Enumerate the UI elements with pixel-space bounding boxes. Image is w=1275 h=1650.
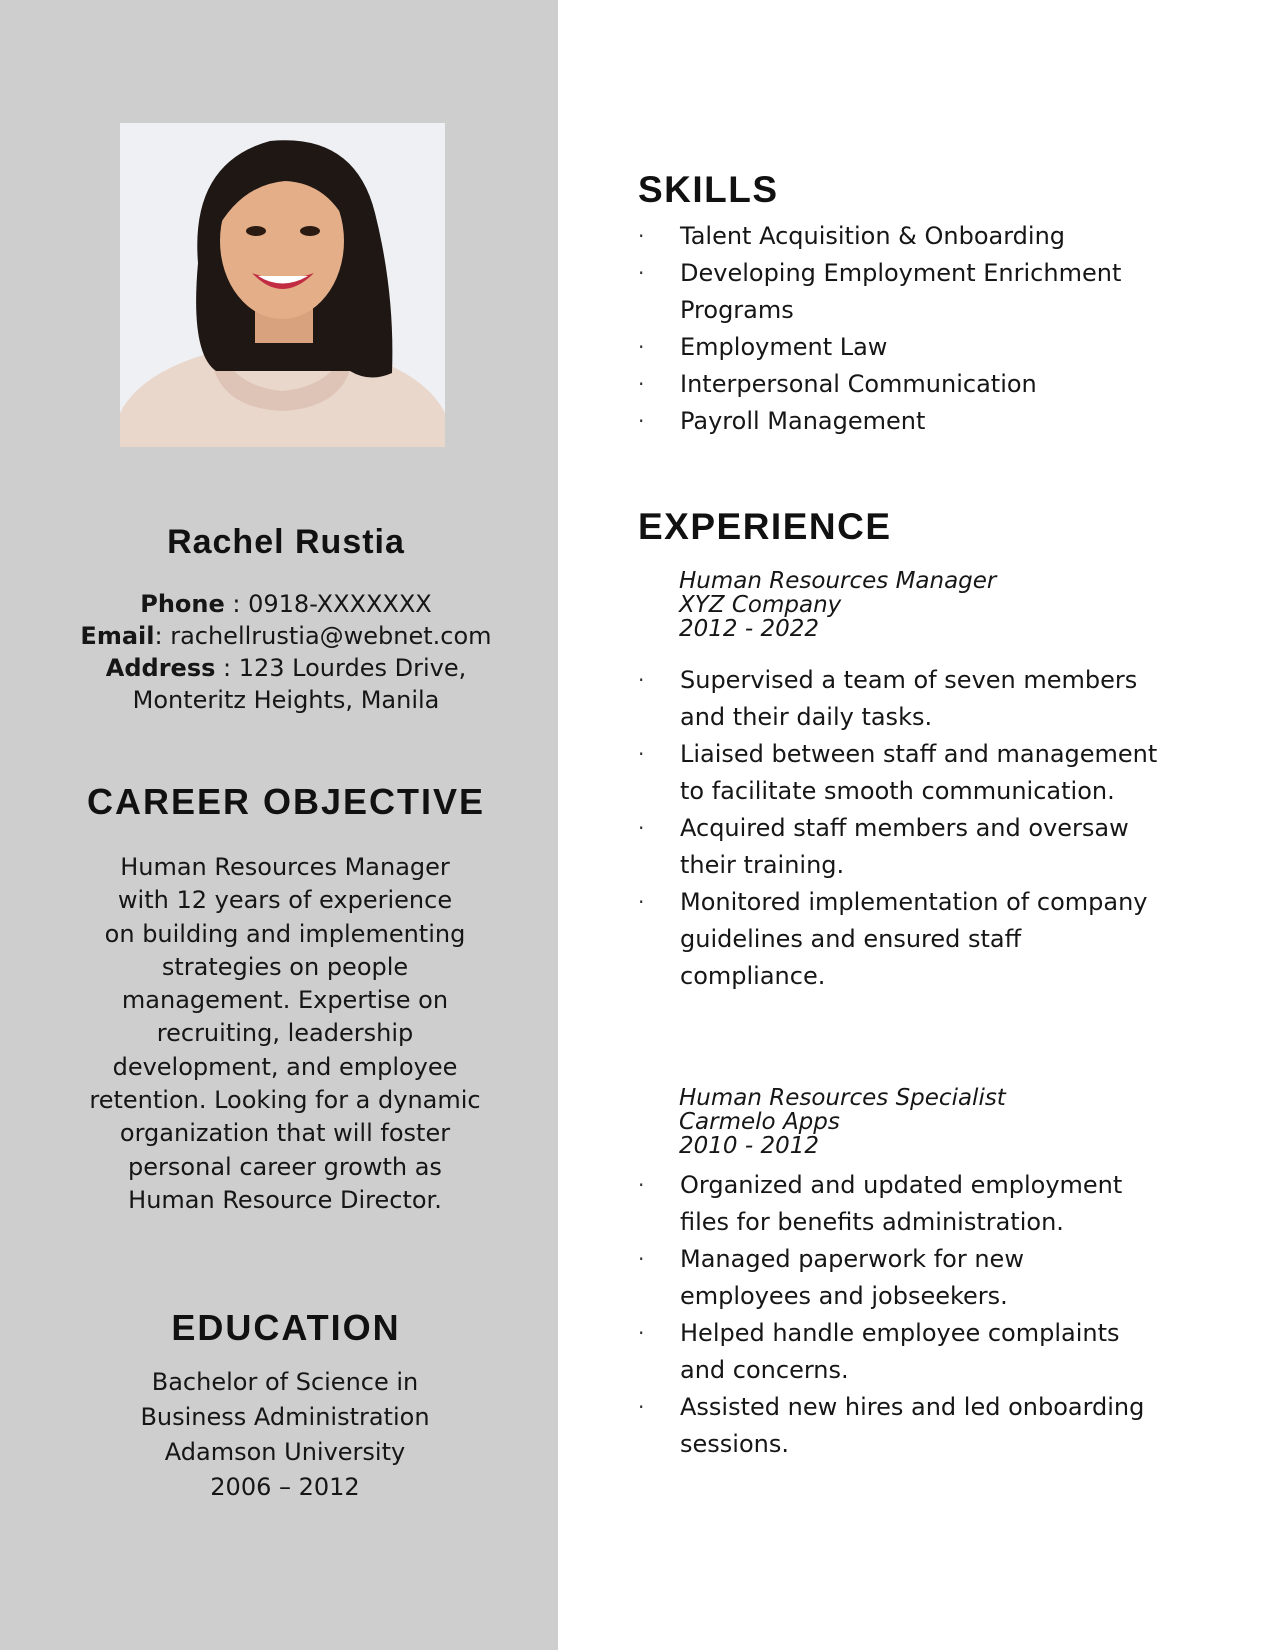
skill-item: · Employment Law [638, 329, 1208, 366]
email-separator: : [154, 622, 171, 650]
education-school: Adamson University [164, 1438, 406, 1466]
contact-block [0, 588, 572, 716]
job-1-duties [638, 662, 1158, 995]
phone-separator: : [224, 590, 249, 618]
contact-address [0, 652, 572, 684]
duty-item: · Acquired staff members and oversaw their training. [638, 810, 1158, 884]
contact-phone [0, 588, 572, 620]
contact-address-line2: Monteritz Heights, Manila [132, 686, 440, 714]
skills-heading: SKILLS [638, 169, 779, 210]
skills-list [638, 218, 1208, 440]
objective-line: management. Expertise on [121, 986, 449, 1015]
career-objective-text [55, 851, 515, 1217]
skill-item: · Developing Employment Enrichment Programs [638, 255, 1208, 329]
objective-line: strategies on people [161, 952, 409, 981]
duty-item: · Organized and updated employment files for benefits administration. [638, 1167, 1158, 1241]
objective-line: retention. Looking for a dynamic [89, 1086, 481, 1115]
phone-value: 0918-XXXXXXX [248, 590, 432, 618]
address-value: 123 Lourdes Drive, [238, 654, 467, 682]
email-label: Email [80, 622, 155, 650]
phone-label: Phone [140, 590, 225, 618]
objective-line: Human Resources Manager [120, 853, 450, 881]
job-years: 2012 - 2022 [679, 616, 819, 642]
objective-line: recruiting, leadership [156, 1019, 414, 1048]
skill-item: · Talent Acquisition & Onboarding [638, 218, 1208, 255]
job-company: XYZ Company [679, 592, 842, 618]
skill-item: · Interpersonal Communication [638, 366, 1208, 403]
address-label: Address [105, 654, 216, 682]
objective-line: development, and employee [112, 1052, 458, 1081]
education-years: 2006 – 2012 [210, 1473, 360, 1501]
education-degree: Bachelor of Science in [151, 1368, 419, 1396]
duty-item: · Assisted new hires and led onboarding sessions. [638, 1389, 1158, 1463]
objective-line: organization that will foster [119, 1119, 451, 1148]
skill-item: · Payroll Management [638, 403, 1208, 440]
job-header-1 [679, 569, 996, 641]
job-company: Carmelo Apps [679, 1109, 840, 1135]
education-heading: EDUCATION [171, 1307, 401, 1348]
career-objective-heading: CAREER OBJECTIVE [86, 781, 486, 822]
candidate-name: Rachel Rustia [167, 523, 405, 561]
job-2-duties [638, 1167, 1158, 1463]
duty-item: · Liaised between staff and management to facilitate smooth communication. [638, 736, 1158, 810]
contact-email [0, 620, 572, 652]
education-major: Business Administration [140, 1403, 430, 1431]
objective-line: personal career growth as [128, 1152, 442, 1181]
duty-item: · Monitored implementation of company guidelines and ensured staff compliance. [638, 884, 1158, 995]
duty-item: · Helped handle employee complaints and concerns. [638, 1315, 1158, 1389]
job-years: 2010 - 2012 [679, 1133, 819, 1159]
address-separator: : [215, 654, 239, 682]
profile-photo [120, 123, 445, 447]
education-text [55, 1365, 515, 1505]
objective-line: Human Resource Director. [128, 1185, 442, 1214]
job-header-2 [679, 1086, 1006, 1158]
job-title: Human Resources Manager [679, 568, 997, 594]
email-value: rachellrustia@webnet.com [170, 622, 492, 650]
duty-item: · Supervised a team of seven members and their daily tasks. [638, 662, 1158, 736]
objective-line: with 12 years of experience [117, 886, 453, 915]
objective-line: on building and implementing [104, 919, 466, 948]
job-title: Human Resources Specialist [679, 1085, 1006, 1111]
portrait-illustration [120, 123, 445, 447]
experience-heading: EXPERIENCE [638, 506, 892, 547]
duty-item: · Managed paperwork for new employees and jobseekers. [638, 1241, 1158, 1315]
